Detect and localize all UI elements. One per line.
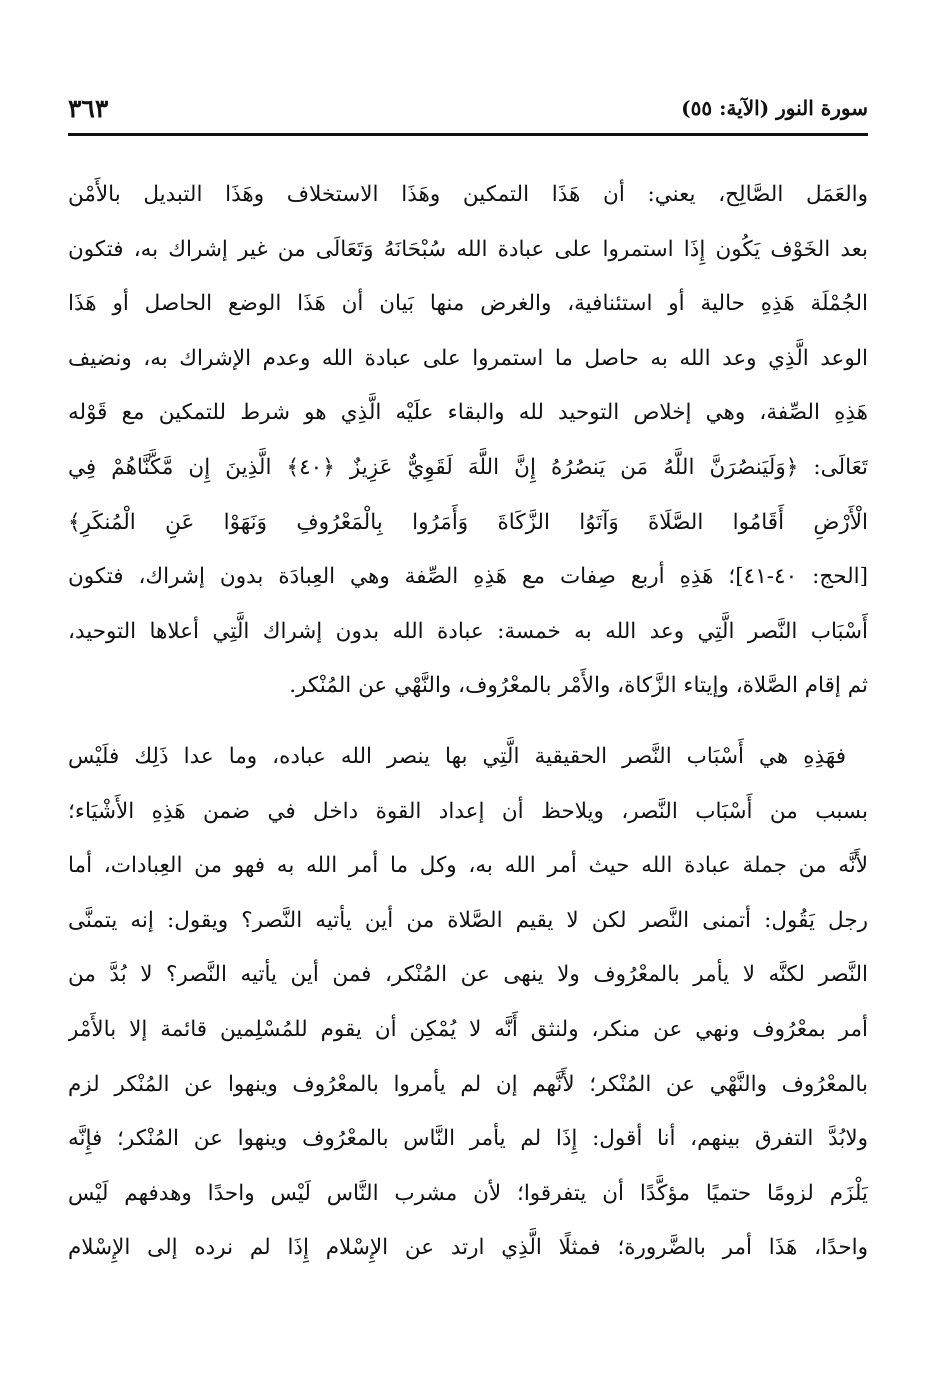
text-line: ثم إقام الصَّلاة، وإيتاء الزَّكاة، والأَمْر بالمعْرُوف، والنَّهْي عن المُنْكر. bbox=[289, 673, 868, 699]
text-line: لأَنَّه من جملة عبادة الله حيث أمر الله به، وكل ما أمر الله به فهو من العِبادات، أما bbox=[68, 853, 868, 879]
text-line: بعد الخَوْف يَكُون إِذَا استمروا على عبادة الله سُبْحَانَهُ وَتَعَالَى من غير إشراك به، فتكون bbox=[68, 236, 868, 262]
text-line: بسبب من أَسْبَاب النَّصر، ويلاحظ أن إعداد القوة داخل في ضمن هَذِهِ الأَشْيَاء؛ bbox=[68, 798, 868, 824]
text-line: فهَذِهِ هي أَسْبَاب النَّصر الحقيقية الَّتِي بها ينصر الله عباده، وما عدا ذَلِك فلَيْس bbox=[68, 743, 846, 769]
text-line: يَلْزَم لزومًا حتميًا مؤكَّدًا أن يتفرقوا؛ لأن مشرب النَّاس لَيْس واحدًا وهدفهم لَيْس bbox=[68, 1180, 868, 1206]
paragraph-1 bbox=[68, 168, 868, 714]
quran-verse-line: تَعَالَى: ﴿وَلَيَنصُرَنَّ اللَّهُ مَن يَنصُرُهُ إِنَّ اللَّهَ لَقَوِيٌّ عَزِيزٌ ﴿٤٠﴾ الَّذِينَ إِن مَّكَّنَّاهُمْ فِي bbox=[68, 454, 868, 480]
quran-verse-line: الْأَرْضِ أَقَامُوا الصَّلَاةَ وَآتَوُا الزَّكَاةَ وَأَمَرُوا بِالْمَعْرُوفِ وَنَهَوْا عَنِ الْمُنكَرِ﴾ bbox=[68, 509, 868, 535]
text-line: بالمعْرُوف والنَّهْي عن المُنْكر؛ لأَنَّهم إن لم يأمروا بالمعْرُوف وينهوا عن المُنْكر لزم bbox=[68, 1071, 868, 1097]
page-header bbox=[68, 92, 868, 132]
page-number: ٣٦٣ bbox=[68, 94, 109, 123]
text-line: الوعد الَّذِي وعد الله به حاصل ما استمروا على عبادة الله وعدم الإشراك به، ونضيف bbox=[68, 345, 868, 371]
header-divider bbox=[68, 133, 868, 136]
text-line: أَسْبَاب النَّصر الَّتِي وعد الله به خمسة: عبادة الله بدون إشراك الَّتِي أعلاها التوحيد، bbox=[68, 618, 868, 644]
paragraph-gap bbox=[68, 714, 868, 730]
text-line: واحدًا، هَذَا أمر بالضَّرورة؛ فمثلًا الَّذِي ارتد عن الإِسْلام إِذَا لم نرده إلى الإِسْلام bbox=[68, 1235, 868, 1261]
text-line: [الحج: ٤٠-٤١]؛ هَذِهِ أربع صِفات مع هَذِهِ الصِّفة وهي العِبادَة بدون إشراك، فتكون bbox=[68, 564, 868, 590]
text-line: هَذِهِ الصِّفة، وهي إخلاص التوحيد لله والبقاء علَيْه الَّذِي هو شرط للتمكين مع قَوْله bbox=[68, 400, 868, 426]
paragraph-2 bbox=[68, 730, 868, 1276]
text-line: رجل يَقُول: أتمنى النَّصر لكن لا يقيم الصَّلاة من أين يأتيه النَّصر؟ ويقول: إنه يتمنَّى bbox=[68, 907, 868, 933]
surah-title: سورة النور (الآية: ٥٥) bbox=[681, 96, 868, 120]
text-line: النَّصر لكنَّه لا يأمر بالمعْرُوف ولا ينهى عن المُنْكر، فمن أين يأتيه النَّصر؟ لا بُدَّ من bbox=[68, 962, 868, 988]
text-line: أمر بمعْرُوف ونهي عن منكر، ولنثق أَنَّه لا يُمْكِن أن يقوم للمُسْلِمين قائمة إلا بالأَمْر bbox=[68, 1016, 868, 1042]
body-text bbox=[68, 168, 868, 1276]
text-line: الجُمْلَة هَذِهِ حالية أو استئنافية، والغرض منها بَيان أن هَذَا الوضع الحاصل أو هَذَا bbox=[68, 291, 868, 317]
text-line: ولابُدَّ التفرق بينهم، أنا أقول: إِذَا لم يأمر النَّاس بالمعْرُوف وينهوا عن المُنْكر؛ فإِنَّه bbox=[68, 1126, 868, 1152]
text-line: والعَمَل الصَّالِح، يعني: أن هَذَا التمكين وهَذَا الاستخلاف وهَذَا التبديل بالأَمْن bbox=[68, 182, 868, 207]
